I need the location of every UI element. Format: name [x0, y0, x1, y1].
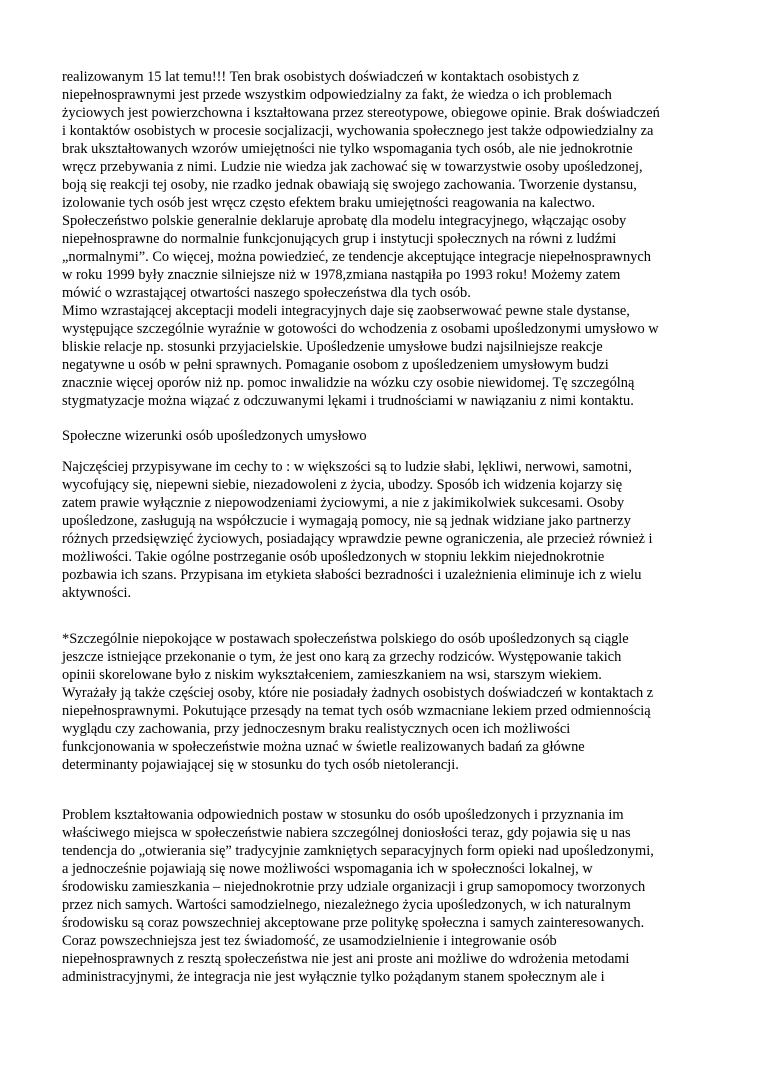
- text-line: „normalnymi”. Co więcej, można powiedzieć, ze tendencje akceptujące integracje niepełnosprawnych: [62, 249, 651, 265]
- text-line: i kontaktów osobistych w procesie socjalizacji, wychowania społecznego jest także odpowiedzialny za: [62, 123, 654, 139]
- text-line: niepełnosprawnymi jest przede wszystkim odpowiedzialny za fakt, że wiedza o ich problemach: [62, 87, 612, 103]
- text-line: stygmatyzacje można wiązać z odczuwanymi lękami i trudnościami w nawiązaniu z nimi kontaktu.: [62, 393, 634, 409]
- text-line: upośledzone, zasługują na współczucie i wymagają pomocy, nie są jednak widziane jako partnerzy: [62, 513, 631, 529]
- text-line: wyglądu czy zachowania, przy jednoczesnym braku realistycznych ocen ich możliwości: [62, 721, 571, 737]
- text-line: negatywne u osób w pełni sprawnych. Pomaganie osobom z upośledzeniem umysłowym budzi: [62, 357, 609, 373]
- text-line: opinii skorelowane było z niskim wykształceniem, zamieszkaniem na wsi, starszym wiekiem.: [62, 667, 602, 683]
- heading-text: Społeczne wizerunki osób upośledzonych umysłowo: [62, 428, 367, 444]
- text-line: niepełnosprawnych z resztą społeczeństwa nie jest ani proste ani możliwe do wdrożenia metodami: [62, 951, 630, 967]
- text-line: jeszcze istniejące przekonanie o tym, że jest ono karą za grzechy rodziców. Występowanie takich: [62, 649, 622, 665]
- text-line: wręcz przebywania z nimi. Ludzie nie wiedza jak zachować się w towarzystwie osoby upośledzonej,: [62, 159, 643, 175]
- text-line: funkcjonowania w społeczeństwie można uznać w świetle realizowanych badań za główne: [62, 739, 585, 755]
- text-line: Coraz powszechniejsza jest tez świadomość, ze usamodzielnienie i integrowanie osób: [62, 933, 557, 949]
- text-line: w roku 1999 były znacznie silniejsze niż w 1978,zmiana nastąpiła po 1993 roku! Możemy zatem: [62, 267, 621, 283]
- text-line: różnych przedsięwzięć życiowych, posiadający wprawdzie pewne ograniczenia, ale przecież również i: [62, 531, 653, 547]
- paragraph-prejudices: [62, 630, 722, 774]
- section-heading: [62, 427, 722, 445]
- text-line: życiowych jest powierzchowna i kształtowana przez stereotypowe, obiegowe opinie. Brak doświadczeń: [62, 105, 660, 121]
- text-line: znacznie więcej oporów niż np. pomoc inwalidzie na wózku czy osobie niewidomej. Tę szczególną: [62, 375, 635, 391]
- text-line: właściwego miejsca w społeczeństwie nabiera szczególnej doniosłości teraz, gdy pojawia się u nas: [62, 825, 631, 841]
- text-line: Problem kształtowania odpowiednich postaw w stosunku do osób upośledzonych i przyznania im: [62, 807, 624, 823]
- text-line: boją się reakcji tej osoby, nie rzadko jednak obawiają się swojego zachowania. Tworzenie dystansu,: [62, 177, 637, 193]
- text-line: tendencja do „otwierania się” tradycyjnie zamkniętych separacyjnych form opieki nad upośledzonymi,: [62, 843, 654, 859]
- text-line: realizowanym 15 lat temu!!! Ten brak osobistych doświadczeń w kontaktach osobistych z: [62, 69, 580, 85]
- text-line: środowisku zamieszkania – niejednokrotnie przy udziale organizacji i grup samopomocy tworzonych: [62, 879, 646, 895]
- text-line: Społeczeństwo polskie generalnie deklaruje aprobatę dla modelu integracyjnego, włączając osoby: [62, 213, 627, 229]
- text-line: pozbawia ich szans. Przypisana im etykieta słabości bezradności i uzależnienia eliminuje ich z wielu: [62, 567, 642, 583]
- text-line: wycofujący się, niepewni siebie, niezadowoleni z życia, ubodzy. Sposób ich widzenia kojarzy się: [62, 477, 623, 493]
- text-line: determinanty pojawiającej się w stosunku do tych osób nietolerancji.: [62, 757, 459, 773]
- text-line: możliwości. Takie ogólne postrzeganie osób upośledzonych w stopniu lekkim niejednokrotnie: [62, 549, 605, 565]
- text-line: zatem prawie wyłącznie z niepowodzeniami życiowymi, a nie z jakimikolwiek sukcesami. Osoby: [62, 495, 625, 511]
- text-line: Mimo wzrastającej akceptacji modeli integracyjnych daje się zaobserwować pewne stale dystanse,: [62, 303, 630, 319]
- paragraph-integration: [62, 806, 722, 986]
- text-line: przez nich samych. Wartości samodzielnego, niezależnego życia upośledzonych, w ich naturalnym: [62, 897, 631, 913]
- text-line: administracyjnymi, że integracja nie jest wyłącznie tylko pożądanym stanem społecznym ale i: [62, 969, 605, 985]
- text-line: niepełnosprawnymi. Pokutujące przesądy na temat tych osób wzmacniane lekiem przed odmiennością: [62, 703, 651, 719]
- text-line: izolowanie tych osób jest wręcz często efektem braku umiejętności reagowania na kalectwo.: [62, 195, 596, 211]
- text-line: bliskie relacje np. stosunki przyjacielskie. Upośledzenie umysłowe budzi najsilniejsze reakcje: [62, 339, 603, 355]
- text-line: środowisku są coraz powszechniej akceptowane prze politykę społeczna i samych zainteresowanych.: [62, 915, 645, 931]
- text-line: brak ukształtowanych wzorów umiejętności nie tylko wspomagania tych osób, ale nie jednokrotnie: [62, 141, 633, 157]
- text-line: aktywności.: [62, 585, 132, 601]
- text-line: *Szczególnie niepokojące w postawach społeczeństwa polskiego do osób upośledzonych są ciągle: [62, 631, 629, 647]
- text-line: mówić o wzrastającej otwartości naszego społeczeństwa dla tych osób.: [62, 285, 471, 301]
- paragraph-stereotypes: [62, 458, 722, 602]
- text-line: występujące szczególnie wyraźnie w gotowości do wchodzenia z osobami upośledzonymi umysłowo w: [62, 321, 659, 337]
- paragraph-intro: [62, 68, 722, 410]
- text-line: niepełnosprawne do normalnie funkcjonujących grup i instytucji społecznych na równi z ludźmi: [62, 231, 617, 247]
- text-line: Najczęściej przypisywane im cechy to : w większości są to ludzie słabi, lękliwi, nerwowi, samotni,: [62, 459, 632, 475]
- text-line: a jednocześnie pojawiają się nowe możliwości wspomagania ich w społeczności lokalnej, w: [62, 861, 593, 877]
- text-line: Wyrażały ją także częściej osoby, które nie posiadały żadnych osobistych doświadczeń w kontaktach z: [62, 685, 654, 701]
